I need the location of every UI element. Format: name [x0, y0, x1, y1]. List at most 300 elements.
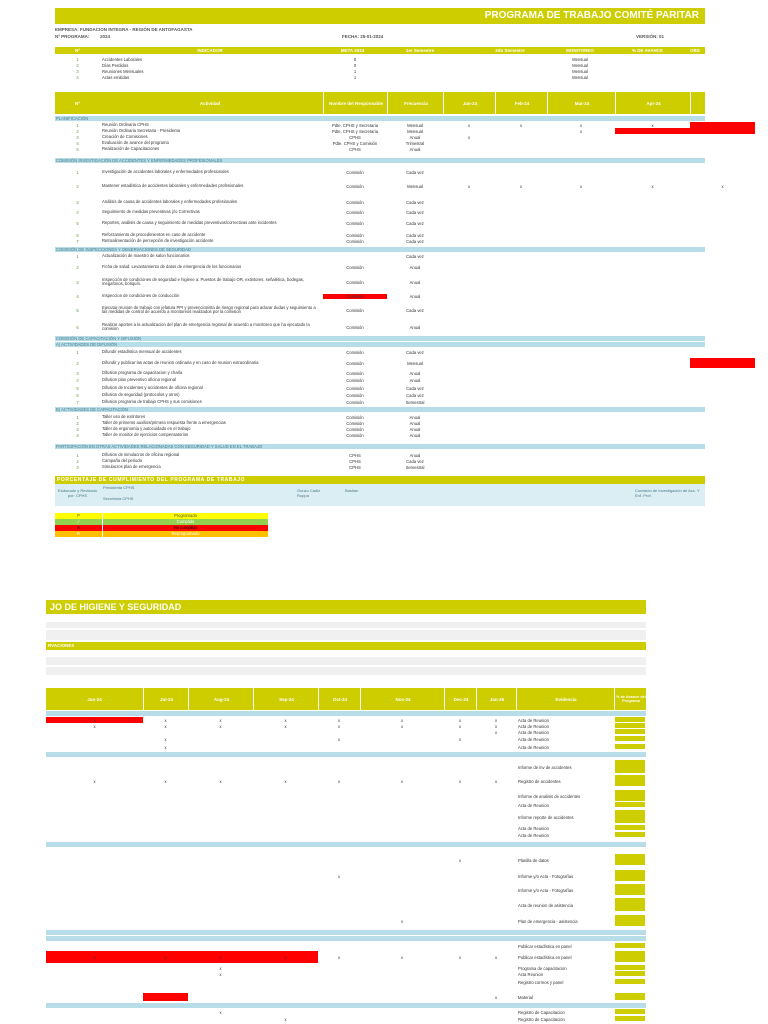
col-aug: Aug-24: [188, 688, 254, 710]
sheet2-section-insp: [46, 842, 646, 847]
president-label: Presidenta CPHS: [103, 485, 135, 490]
col-jun: Jun-24: [87, 696, 102, 702]
activity-frequency: Anual: [409, 264, 421, 270]
activity-frequency: Cada vez: [406, 232, 424, 238]
activity-number: 6: [76, 232, 79, 238]
activity-name: Mantener estadística de accidentes laborales y enfermedades profesionales: [102, 182, 244, 188]
month-mark: x: [519, 183, 523, 189]
activity-responsable: Comisión: [346, 183, 364, 189]
month-mark: x: [164, 723, 167, 729]
activity-name: Taller de monitor de ejercicios compensatorios: [102, 432, 189, 437]
activity-number: 6: [76, 324, 79, 330]
month-mark: x: [284, 1016, 287, 1022]
col-activity: Actividad: [199, 100, 221, 106]
evidence-text: Acta de Reunion: [518, 825, 549, 831]
activity-responsable: Comisión: [346, 399, 364, 405]
progress-cell: [615, 802, 645, 807]
indicator-monitoring: Mensual: [572, 68, 588, 74]
col-jan25: Jan-25: [476, 688, 517, 710]
legend-symbol: X: [55, 525, 102, 531]
progress-cell: [615, 810, 645, 823]
activity-responsable: CPHS: [349, 458, 361, 464]
activity-number: 2: [76, 183, 79, 189]
activity-name: Difundir estadística mensual de accidentes: [102, 349, 182, 355]
activity-name: Difusion plan preventivo oficina regional: [102, 377, 177, 382]
signature-block: [55, 484, 705, 506]
activity-row: [55, 302, 705, 318]
sheet2-header: [46, 688, 646, 710]
activity-number: 3: [76, 426, 79, 432]
activity-responsable: Comisión: [323, 294, 387, 299]
progress-cell: [615, 723, 645, 728]
month-mark: x: [284, 717, 287, 723]
month-mark: x: [164, 744, 167, 750]
month-mark: x: [219, 723, 222, 729]
company-name: EMPRESA: FUNDACION INTEGRA - REGIÓN DE ANTOFAGASTA: [55, 27, 193, 32]
activity-responsable: Comisión: [346, 385, 364, 391]
indicator-name: Días Perdidos: [102, 62, 129, 68]
activity-number: 3: [76, 279, 79, 285]
activity-row: [55, 349, 705, 356]
month-mark: x: [93, 954, 96, 960]
activity-responsable: CPHS: [349, 464, 361, 470]
activity-row: [55, 385, 705, 391]
schedule-row: [46, 971, 646, 977]
activity-row: [55, 146, 705, 152]
schedule-row: [46, 915, 646, 927]
activity-number: 5: [76, 146, 79, 152]
col-indicator: INDICADOR: [197, 48, 223, 53]
col-feb: Feb-24: [495, 92, 548, 114]
activity-responsable: Comisión: [346, 377, 364, 383]
activity-responsable: Comisión: [346, 238, 364, 244]
month-mark: x: [458, 778, 462, 784]
activity-frequency: Anual: [409, 146, 421, 152]
progress-cell: [615, 884, 645, 895]
month-mark: x: [337, 717, 341, 723]
activity-number: 2: [76, 128, 79, 134]
activity-name: Reforzamiento de procedimientos en caso de accidente: [102, 232, 206, 237]
progress-cell: [615, 915, 645, 926]
sheet2-section-plan: [46, 711, 646, 716]
indicator-meta: 1: [353, 74, 357, 80]
sheet2-section-dif: [46, 936, 646, 941]
section-capacitacion: COMISIÓN DE CAPACITACIÓN Y DIFUSIÓN: [55, 336, 705, 341]
activity-name: Difusion de simulacros de oficina regional: [102, 452, 180, 457]
month-mark: x: [494, 954, 498, 960]
evidence-text: Publicar estadística en panel: [518, 943, 572, 949]
activity-number: 7: [76, 238, 79, 244]
schedule-row: [46, 775, 646, 787]
month-mark: x: [651, 122, 654, 128]
evidence-text: Informe y/o Acta - Fotografías: [518, 887, 574, 893]
sheet-title: PROGRAMA DE TRABAJO COMITÉ PARITAR: [55, 8, 705, 24]
schedule-row: [46, 760, 646, 774]
month-not-done: [690, 358, 755, 368]
sheet2-section-inv: [46, 752, 646, 757]
activity-name: Seguimiento de medidas preventivas y/o Correctivas: [102, 209, 200, 214]
month-mark: x: [164, 717, 167, 723]
month-mark: x: [579, 183, 583, 189]
month-mark: x: [494, 729, 498, 735]
activity-name: Realización de Capacitaciones: [102, 146, 160, 151]
activity-responsable: Comisión: [346, 279, 364, 285]
month-mark: x: [458, 954, 462, 960]
progress-cell: [615, 951, 645, 962]
activity-row: [55, 432, 705, 438]
col-may: May-24: [690, 92, 756, 114]
sheet2-section-capsub: [46, 1003, 646, 1008]
evidence-text: Material: [518, 994, 533, 1000]
evidence-text: Planilla de datos: [518, 857, 549, 863]
activity-frequency: Anual: [409, 370, 421, 376]
activity-responsable: Comisión: [346, 232, 364, 238]
col-n: Nº: [75, 48, 80, 53]
progress-cell: [615, 760, 645, 773]
observations-band: [46, 642, 646, 650]
activity-number: 2: [76, 458, 79, 464]
activity-frequency: Cada vez: [406, 169, 424, 175]
activity-frequency: Mensual: [407, 183, 423, 189]
col-sem2: 2do Semestre: [495, 48, 525, 53]
progress-cell: [615, 790, 645, 801]
activity-responsable: Comisión: [346, 264, 364, 270]
activity-name: Ficha de salud: Levantamiento de datos de emergencia de los funcionarios: [102, 263, 242, 269]
activity-number: 2: [76, 360, 79, 366]
col-frecuencia: Frecuencia: [387, 92, 444, 114]
activity-number: 3: [76, 370, 79, 376]
activity-name: Difusion de seguridad (protocolos y otros): [102, 392, 180, 397]
activity-name: Actualización de maestro de salon funcionarios: [102, 252, 190, 258]
activity-number: 1: [76, 122, 79, 128]
activity-row: [55, 180, 724, 192]
indicator-header: [55, 47, 705, 54]
activity-responsable: CPHS: [349, 134, 361, 140]
activity-row: [55, 292, 705, 300]
month-mark: x: [219, 1009, 222, 1015]
activity-name: Taller de ergonomía y autocuidado en el trabajo: [102, 426, 191, 431]
indicator-number: 3: [76, 68, 79, 74]
activity-frequency: Cada vez: [406, 220, 424, 226]
program-year: 2024: [100, 34, 111, 39]
sheet2-title: JO DE HIGIENE Y SEGURIDAD: [46, 600, 646, 614]
month-mark: x: [400, 954, 404, 960]
activity-number: 1: [76, 452, 79, 458]
activity-row: [55, 275, 705, 289]
progress-cell: [615, 979, 645, 984]
document-date: FECHA: 25-01-2024: [342, 34, 384, 39]
activity-name: Reunión Ordinaria CPHS: [102, 122, 149, 127]
month-mark: x: [458, 857, 462, 863]
activity-name: Inspeccion de condiciones de conducción: [102, 292, 180, 298]
evidence-text: Acta de Reunion: [518, 717, 549, 723]
progress-cell: [615, 1009, 645, 1014]
evidence-text: Informe y/o Acta - Fotografías: [518, 873, 574, 879]
month-mark: x: [337, 873, 341, 879]
month-mark: x: [219, 778, 222, 784]
sheet2-row-gray2: [46, 630, 646, 640]
activity-frequency: Anual: [409, 134, 421, 140]
activity-row: [55, 370, 705, 376]
signature-name-1: Gonzo Cadiz Ruppa: [297, 488, 321, 498]
activity-frequency: Anual: [409, 432, 421, 438]
indicator-monitoring: Mensual: [572, 56, 588, 62]
evidence-text: Acta de reunion de asistencia: [518, 902, 573, 908]
activity-number: 3: [76, 199, 79, 205]
schedule-row: [46, 744, 646, 750]
month-mark: x: [219, 965, 222, 971]
indicator-meta: 0: [353, 56, 357, 62]
activity-row: [55, 166, 705, 178]
activity-frequency: Trimestral: [405, 140, 425, 146]
activity-frequency: Mensual: [407, 122, 423, 128]
activity-row: [55, 262, 705, 272]
activity-number: 6: [76, 392, 79, 398]
evidence-text: Informe de analisis de accidentes: [518, 793, 581, 799]
month-mark: x: [337, 723, 341, 729]
activity-name: Investigación de accidentes laborales y enfermedades profesionales: [102, 168, 229, 174]
activity-name: Evaluación de avance del programa: [102, 140, 169, 145]
col-avance: % DE AVANCE: [632, 48, 663, 53]
col-evidencia: Evidencia: [516, 688, 615, 710]
progress-cell: [615, 1016, 645, 1021]
activity-row: [55, 198, 705, 206]
activity-row: [55, 392, 705, 398]
month-mark: x: [219, 954, 222, 960]
activity-responsable: Comisión: [346, 360, 364, 366]
schedule-row: [46, 979, 646, 985]
col-oct: Oct-24: [318, 688, 361, 710]
activity-number: 7: [76, 399, 79, 405]
schedule-row: [46, 736, 646, 742]
section-investigacion: COMISIÓN INVESTIGACIÓN DE ACCIDENTES Y ENFERMEDADES PROFESIONALES: [55, 158, 705, 163]
month-mark: x: [467, 183, 471, 189]
schedule-row: [46, 1016, 646, 1022]
legend-item: [55, 531, 268, 537]
evidence-text: Plan de emergencia - asistencia: [518, 918, 578, 924]
progress-cell: [615, 898, 645, 911]
section-inspecciones: COMISIÓN DE INSPECCIONES Y OBSERVACIONES DE SEGURIDAD: [55, 247, 705, 252]
section-capacitacion-sub: B) ACTIVIDADES DE CAPACITACIÓN: [55, 407, 705, 412]
activity-name: Difundir y publicar las actas de reunion ordinaria y en caso de reunion extraordinaria: [102, 359, 259, 365]
activity-frequency: Anual: [409, 420, 421, 426]
activity-responsable: Comisión: [346, 169, 364, 175]
activity-row: [55, 358, 705, 368]
activity-name: Difusion programa de trabajo CPHS y sus comisiones: [102, 399, 202, 404]
activity-frequency: Mensual: [407, 128, 423, 134]
evidence-text: Acta de Reunion: [518, 723, 549, 729]
document-version: VERSIÓN: 01: [636, 34, 665, 39]
col-meta: META 2024: [340, 48, 365, 53]
legend-symbol: ✓: [55, 519, 102, 525]
schedule-row: [46, 898, 646, 912]
activity-row: [55, 218, 705, 228]
activity-responsable: Comisión: [346, 324, 364, 330]
col-nov: Nov-24: [360, 688, 445, 710]
month-mark: x: [467, 134, 471, 140]
activity-number: 3: [76, 464, 79, 470]
activity-responsable: Comisión: [346, 392, 364, 398]
activity-responsable: Comisión: [346, 307, 364, 313]
col-sem1: 1er Semestre: [405, 48, 435, 53]
section-planificacion: PLANIFICACIÓN: [55, 116, 705, 121]
activity-row: [55, 464, 705, 470]
indicator-row: [55, 74, 705, 80]
col-jul: Jul-24: [143, 688, 189, 710]
activity-responsable: Comisión: [346, 350, 364, 355]
schedule-row: [46, 1009, 646, 1015]
activity-responsable: Comisión: [346, 199, 364, 205]
month-mark: x: [93, 778, 96, 784]
activity-row: [55, 399, 705, 405]
indicator-name: Actas emitidas: [102, 74, 130, 80]
activity-responsable: Pdte. CPHS y Secretaria: [331, 122, 379, 128]
month-not-done: [143, 993, 188, 1001]
observations-label: RVACIONES: [48, 643, 75, 648]
compliance-band: [55, 476, 705, 484]
month-mark: x: [494, 717, 498, 723]
activity-number: 1: [76, 414, 79, 420]
activity-name: Retroalimentación de percepción de investigación accidente: [102, 238, 214, 243]
month-mark: x: [721, 183, 724, 189]
activity-frequency: Cada vez: [406, 385, 424, 391]
schedule-row: [46, 810, 646, 824]
schedule-row: [46, 825, 646, 831]
activity-frequency: Anual: [409, 377, 421, 383]
activity-frequency: Cada vez: [406, 199, 424, 205]
col-mar: Mar-24: [547, 92, 616, 114]
indicator-name: Accidentes Laborales: [102, 56, 143, 62]
activity-name: Análisis de causa de accidentes laborales y enfermedades profesionales: [102, 198, 238, 204]
indicator-monitoring: Mensual: [572, 62, 588, 68]
activity-number: 4: [76, 209, 79, 215]
activity-responsable: Comisión: [346, 370, 364, 376]
activity-name: Taller uso de extintores: [102, 414, 146, 419]
progress-cell: [615, 965, 645, 970]
progress-cell: [615, 729, 645, 734]
indicator-monitoring: Mensual: [572, 74, 588, 80]
month-mark: x: [400, 918, 404, 924]
secretary-label: Secretaria CPHS: [103, 496, 134, 501]
legend-symbol: R: [55, 531, 102, 537]
elaborated-by: Elaborado y Revisado por: CPHS: [57, 488, 98, 498]
evidence-text: Programa de capacitacion: [518, 965, 567, 971]
month-mark: x: [400, 778, 404, 784]
progress-cell: [615, 993, 645, 1000]
activity-frequency: Cada vez: [406, 209, 424, 215]
activity-frequency: Anual: [409, 414, 421, 420]
activity-frequency: Cada vez: [406, 238, 424, 244]
activity-frequency: Anual: [409, 279, 421, 285]
activity-responsable: Comisión: [346, 209, 364, 215]
schedule-row: [46, 832, 646, 838]
month-mark: x: [467, 122, 471, 128]
activity-row: [55, 377, 705, 383]
legend-label: Programado: [103, 513, 268, 519]
month-mark: x: [337, 778, 341, 784]
activity-responsable: Comisión: [346, 220, 364, 226]
activity-number: 1: [76, 350, 79, 355]
progress-cell: [615, 775, 645, 786]
progress-cell: [615, 854, 645, 865]
evidence-text: Acta de Reunion: [518, 832, 549, 838]
activity-number: 4: [76, 293, 79, 299]
evidence-text: Registro de accidentes: [518, 778, 561, 784]
activity-number: 4: [76, 432, 79, 438]
activity-frequency: Anual: [409, 452, 421, 458]
section-participacion: PARTICIPACIÓN EN OTRAS ACTIVIDADES RELACIONADAS CON SEGURIDAD Y SALUD EN EL TRABAJO: [55, 444, 705, 449]
indicator-number: 4: [76, 74, 79, 80]
activity-frequency: Anual: [409, 324, 421, 330]
activity-row: [55, 252, 705, 260]
month-mark: x: [494, 778, 498, 784]
month-mark: x: [284, 778, 287, 784]
signature-name-2: Bastian: [345, 488, 359, 493]
col-dec: Dec-24: [444, 688, 477, 710]
month-mark: x: [337, 736, 341, 742]
evidence-text: Acta Reunion: [518, 971, 544, 977]
legend-symbol: P: [55, 513, 102, 519]
activity-name: Realizar aportes a la actualizacion del plan de emergencia regional de acuerdo a monitoreo que ha ejecutado la comision: [102, 321, 310, 331]
activity-name: Taller de primeros auxilios/primera respuesta frente a emergencias: [102, 420, 226, 425]
schedule-row: [46, 729, 646, 735]
month-mark: x: [458, 717, 462, 723]
col-responsable: Nombre del Responsable: [323, 92, 388, 114]
schedule-row: [46, 884, 646, 896]
activity-number: 5: [76, 307, 79, 313]
activity-name: Difusion programa de capacitacion y charla: [102, 370, 183, 375]
activity-frequency: Semestral: [405, 399, 425, 405]
month-mark: x: [219, 971, 222, 977]
evidence-text: Registro correos y panel: [518, 979, 564, 985]
activity-responsable: CPHS: [349, 452, 361, 458]
month-mark: x: [400, 723, 404, 729]
activity-frequency: Anual: [409, 293, 421, 299]
progress-cell: [615, 943, 645, 948]
activity-frequency: Cada vez: [406, 307, 424, 313]
month-mark: x: [93, 717, 96, 723]
month-mark: x: [494, 994, 498, 1000]
sheet2-row-gray1: [46, 622, 646, 628]
col-avance-programa: % de Avance del Programa: [614, 688, 647, 710]
legend-label: Reprogramado: [103, 531, 268, 537]
activity-number: 2: [76, 420, 79, 426]
activity-responsable: [323, 252, 387, 260]
col-jan: Jan-24: [443, 92, 496, 114]
activity-name: Simulacros plan de emergencia: [102, 464, 161, 469]
activity-frequency: Cada vez: [406, 253, 424, 259]
month-mark: x: [284, 954, 287, 960]
evidence-text: Informe reporte de accidentes: [518, 814, 574, 820]
month-mark: x: [494, 723, 498, 729]
month-mark: x: [164, 736, 167, 742]
month-mark: x: [400, 717, 404, 723]
activity-name: Ejecutar reunion de trabajo con jefatura PPI y prevencionista de riesgo regional para aclarar dudas y seguimiento a las medidas de control de acuerdo a monitoreos realizados por la comision: [102, 304, 316, 314]
month-mark: x: [519, 122, 523, 128]
activity-name: Creación de Comisiones: [102, 134, 148, 139]
evidence-text: Registro de Capacitacion: [518, 1016, 565, 1022]
month-mark: x: [164, 954, 167, 960]
activity-responsable: Pdte. CPHS y Secretaria: [331, 128, 379, 134]
evidence-text: Acta de Reunion: [518, 744, 549, 750]
month-mark: x: [458, 736, 462, 742]
evidence-text: Acta de Reunion: [518, 729, 549, 735]
schedule-row: [46, 943, 646, 949]
progress-cell: [615, 971, 645, 976]
activity-responsable: Comisión: [346, 420, 364, 426]
evidence-text: Informe de inv de accidentes: [518, 764, 572, 770]
investigation-commission-label: Comisión de Investigación de Acc. Y Enf. Prof.: [635, 488, 700, 498]
